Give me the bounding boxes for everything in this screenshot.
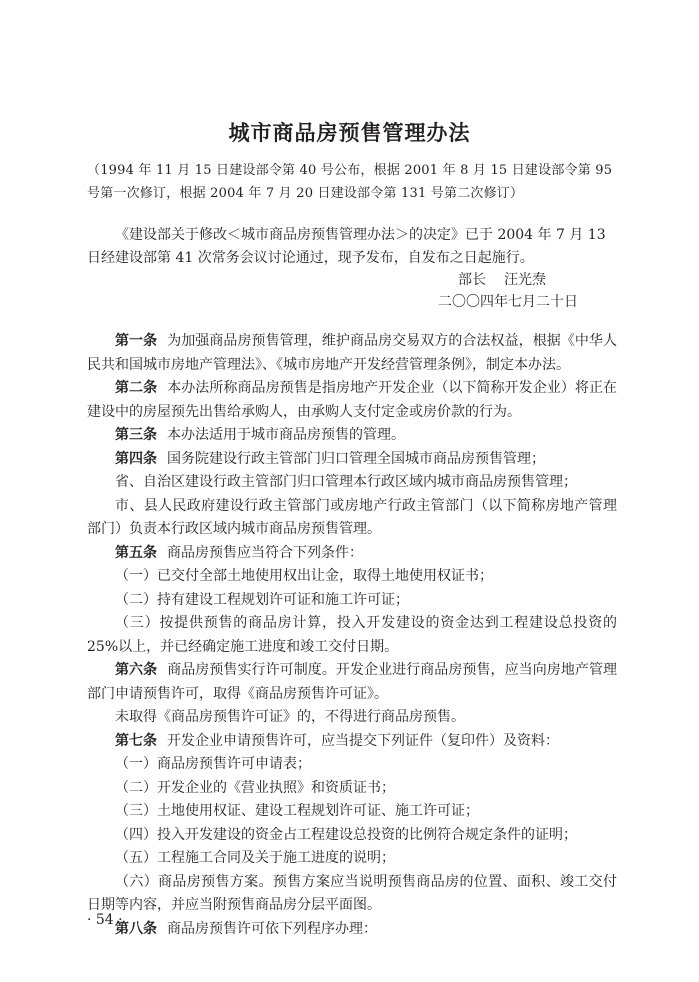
article-text: 开发企业申请预售许可，应当提交下列证件（复印件）及资料： (167, 732, 559, 749)
article-text: （二）开发企业的《营业执照》和资质证书； (115, 779, 395, 796)
article-paragraph (87, 542, 617, 566)
article-text: 商品房预售应当符合下列条件： (167, 544, 363, 561)
article-paragraph (87, 753, 617, 777)
article-paragraph (87, 612, 617, 659)
article-paragraph (87, 448, 617, 472)
article-text: （一）已交付全部土地使用权出让金，取得土地使用权证书； (115, 568, 493, 584)
article-text: 国务院建设行政主管部门归口管理全国城市商品房预售管理； (167, 450, 545, 467)
article-paragraph (87, 800, 617, 824)
article-text: 未取得《商品房预售许可证》的，不得进行商品房预售。 (115, 709, 465, 725)
article-text: 为加强商品房预售管理，维护商品房交易双方的合法权益，根据《中华人民共和国城市房地产管理法》、《城市房地产开发经营管理条例》，制定本办法。 (87, 333, 618, 373)
article-text: 本办法适用于城市商品房预售的管理。 (167, 427, 405, 443)
article-text: （一）商品房预售许可申请表； (115, 756, 311, 772)
article-paragraph (87, 824, 617, 848)
article-paragraph (87, 871, 617, 918)
article-label: 第四条 (115, 450, 157, 467)
article-text: 市、县人民政府建设行政主管部门或房地产行政主管部门（以下简称房地产管理部门）负责本行政区域内城市商品房预售管理。 (87, 497, 617, 537)
article-label: 第八条 (115, 920, 157, 937)
article-paragraph (87, 730, 617, 754)
article-paragraph (87, 589, 617, 613)
articles-body (87, 330, 617, 941)
article-text: （五）工程施工合同及关于施工进度的说明； (115, 850, 395, 866)
article-paragraph (87, 918, 617, 942)
article-text: （二）持有建设工程规划许可证和施工许可证； (115, 591, 409, 608)
decree-paragraph (87, 224, 617, 269)
article-label: 第六条 (115, 662, 158, 678)
page-number: · 54 · (87, 912, 123, 928)
article-paragraph (87, 424, 617, 448)
article-text: 商品房预售实行许可制度。开发企业进行商品房预售，应当向房地产管理部门申请预售许可，取得《商品房预售许可证》。 (87, 662, 618, 702)
signature-line (458, 269, 546, 291)
article-text: （三）土地使用权证、建设工程规划许可证、施工许可证； (115, 803, 479, 819)
article-text: 商品房预售许可依下列程序办理： (167, 920, 377, 937)
article-paragraph (87, 659, 617, 706)
source-note: （1994 年 11 月 15 日建设部令第 40 号公布，根据 2001 年 8 月 15 日建设部令第 95 号第一次修订，根据 2004 年 7 月 20 日建设部令第 131 号第二次修订） (87, 163, 613, 201)
article-paragraph (87, 471, 617, 495)
signature-date: 二〇〇四年七月二十日 (438, 294, 578, 310)
article-text: （三）按提供预售的商品房计算，投入开发建设的资金达到工程建设总投资的25%以上，并已经确定施工进度和竣工交付日期。 (87, 615, 617, 655)
article-text: 省、自治区建设行政主管部门归口管理本行政区域内城市商品房预售管理； (115, 474, 577, 490)
decree-text: 《建设部关于修改＜城市商品房预售管理办法＞的决定》已于 2004 年 7 月 13 日经建设部第 41 次常务会议讨论通过，现予发布，自发布之日起施行。 (87, 227, 606, 266)
article-label: 第三条 (115, 427, 157, 443)
document-title: 城市商品房预售管理办法 (228, 121, 471, 145)
article-paragraph (87, 847, 617, 871)
article-label: 第二条 (115, 380, 158, 396)
article-text: （四）投入开发建设的资金占工程建设总投资的比例符合规定条件的证明； (115, 826, 577, 843)
article-paragraph (87, 706, 617, 730)
signer-name: 汪光焘 (504, 272, 546, 288)
article-paragraph (87, 377, 617, 424)
article-paragraph (87, 495, 617, 542)
article-label: 第七条 (115, 732, 157, 749)
signer-title: 部长 (458, 272, 486, 288)
article-label: 第一条 (115, 333, 158, 349)
article-text: （六）商品房预售方案。预售方案应当说明预售商品房的位置、面积、竣工交付日期等内容，并应当附预售商品房分层平面图。 (87, 873, 617, 913)
article-label: 第五条 (115, 544, 157, 561)
article-paragraph (87, 777, 617, 801)
article-text: 本办法所称商品房预售是指房地产开发企业（以下简称开发企业）将正在建设中的房屋预先出售给承购人，由承购人支付定金或房价款的行为。 (87, 380, 618, 420)
article-paragraph (87, 330, 617, 377)
article-paragraph (87, 565, 617, 589)
